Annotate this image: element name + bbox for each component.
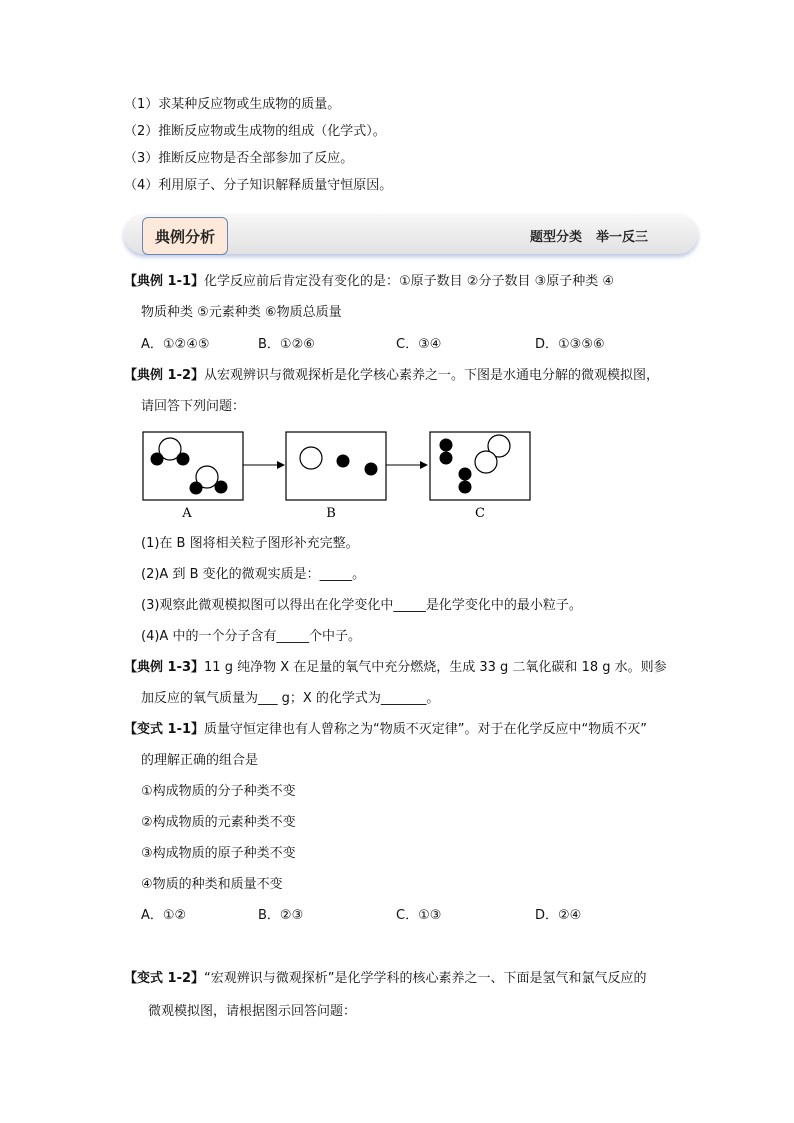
option-a: A．①②④⑤ [141, 337, 210, 352]
option-d: D．①③⑤⑥ [535, 337, 605, 352]
variant-item-3: ③构成物质的原子种类不变 [141, 846, 296, 861]
intro-item-1: （1）求某种反应物或生成物的质量。 [124, 97, 341, 112]
oxygen-atom [300, 447, 322, 469]
sub-question-1: (1)在 B 图将相关粒子图形补充完整。 [141, 536, 359, 551]
sub-question-2: (2)A 到 B 变化的微观实质是：_____。 [141, 567, 366, 582]
option-c: C．①③ [396, 908, 442, 923]
electrolysis-diagram [140, 428, 540, 524]
question-text: 11 g 纯净物 X 在足量的氧气中充分燃烧，生成 33 g 二氧化碳和 18 g 水。则参 [204, 660, 667, 675]
intro-item-3: （3）推断反应物是否全部参加了反应。 [124, 151, 354, 166]
question-tag: 【典例 1-3】 [124, 660, 205, 675]
variant-item-4: ④物质的种类和质量不变 [141, 877, 283, 892]
question-1-3 [124, 659, 667, 677]
intro-item-2: （2）推断反应物或生成物的组成（化学式）。 [124, 124, 386, 139]
hydrogen-atom [337, 455, 350, 468]
variant-item-1: ①构成物质的分子种类不变 [141, 784, 296, 799]
hydrogen-atom [440, 439, 453, 452]
diagram-label-b: B [326, 506, 336, 521]
option-d: D．②④ [535, 908, 582, 923]
sub-question-3: (3)观察此微观模拟图可以得出在化学变化中_____是化学变化中的最小粒子。 [141, 598, 582, 613]
question-tag: 【变式 1-2】 [124, 971, 205, 986]
section-subtitle [530, 226, 648, 245]
question-1-1-line2: 物质种类 ⑤元素种类 ⑥物质总质量 [141, 305, 342, 320]
hydrogen-atom [177, 453, 190, 466]
question-1-3-line2: 加反应的氧气质量为___ g；X 的化学式为_______。 [141, 691, 440, 706]
question-text: “宏观辨识与微观探析”是化学学科的核心素养之一、下面是氢气和氯气反应的 [204, 971, 647, 986]
question-1-2-line2: 请回答下列问题： [141, 399, 246, 414]
section-title: 典例分析 [142, 217, 228, 255]
variant-1-2-line2: 微观模拟图，请根据图示回答问题： [148, 1004, 357, 1019]
option-a: A．①② [141, 908, 187, 923]
sub-question-4: (4)A 中的一个分子含有_____个中子。 [141, 629, 361, 644]
hydrogen-atom [190, 482, 203, 495]
question-1-1 [124, 273, 614, 291]
option-b: B．①②⑥ [258, 337, 315, 352]
section-subtitle-2: 举一反三 [596, 230, 649, 245]
variant-1-1-line2: 的理解正确的组合是 [141, 753, 259, 768]
hydrogen-atom [459, 468, 472, 481]
question-text: 质量守恒定律也有人曾称之为“物质不灭定律”。对于在化学反应中“物质不灭” [204, 722, 647, 737]
hydrogen-atom [440, 452, 453, 465]
hydrogen-atom [365, 463, 378, 476]
variant-item-2: ②构成物质的元素种类不变 [141, 815, 296, 830]
hydrogen-atom [215, 481, 228, 494]
option-b: B．②③ [258, 908, 304, 923]
question-text: 从宏观辨识与微观探析是化学核心素养之一。下图是水通电分解的微观模拟图， [204, 368, 660, 383]
diagram-label-c: C [475, 506, 485, 521]
hydrogen-atom [459, 481, 472, 494]
intro-item-4: （4）利用原子、分子知识解释质量守恒原因。 [124, 178, 393, 193]
hydrogen-atom [151, 453, 164, 466]
variant-1-2 [124, 970, 647, 988]
section-subtitle-1: 题型分类 [530, 230, 583, 245]
oxygen-atom [475, 451, 497, 473]
question-text: 化学反应前后肯定没有变化的是：①原子数目 ②分子数目 ③原子种类 ④ [204, 274, 615, 289]
option-c: C．③④ [396, 337, 442, 352]
variant-1-1 [124, 721, 647, 739]
question-tag: 【典例 1-1】 [124, 274, 205, 289]
question-tag: 【典例 1-2】 [124, 368, 205, 383]
diagram-label-a: A [182, 506, 192, 521]
question-tag: 【变式 1-1】 [124, 722, 205, 737]
question-1-2 [124, 367, 659, 385]
